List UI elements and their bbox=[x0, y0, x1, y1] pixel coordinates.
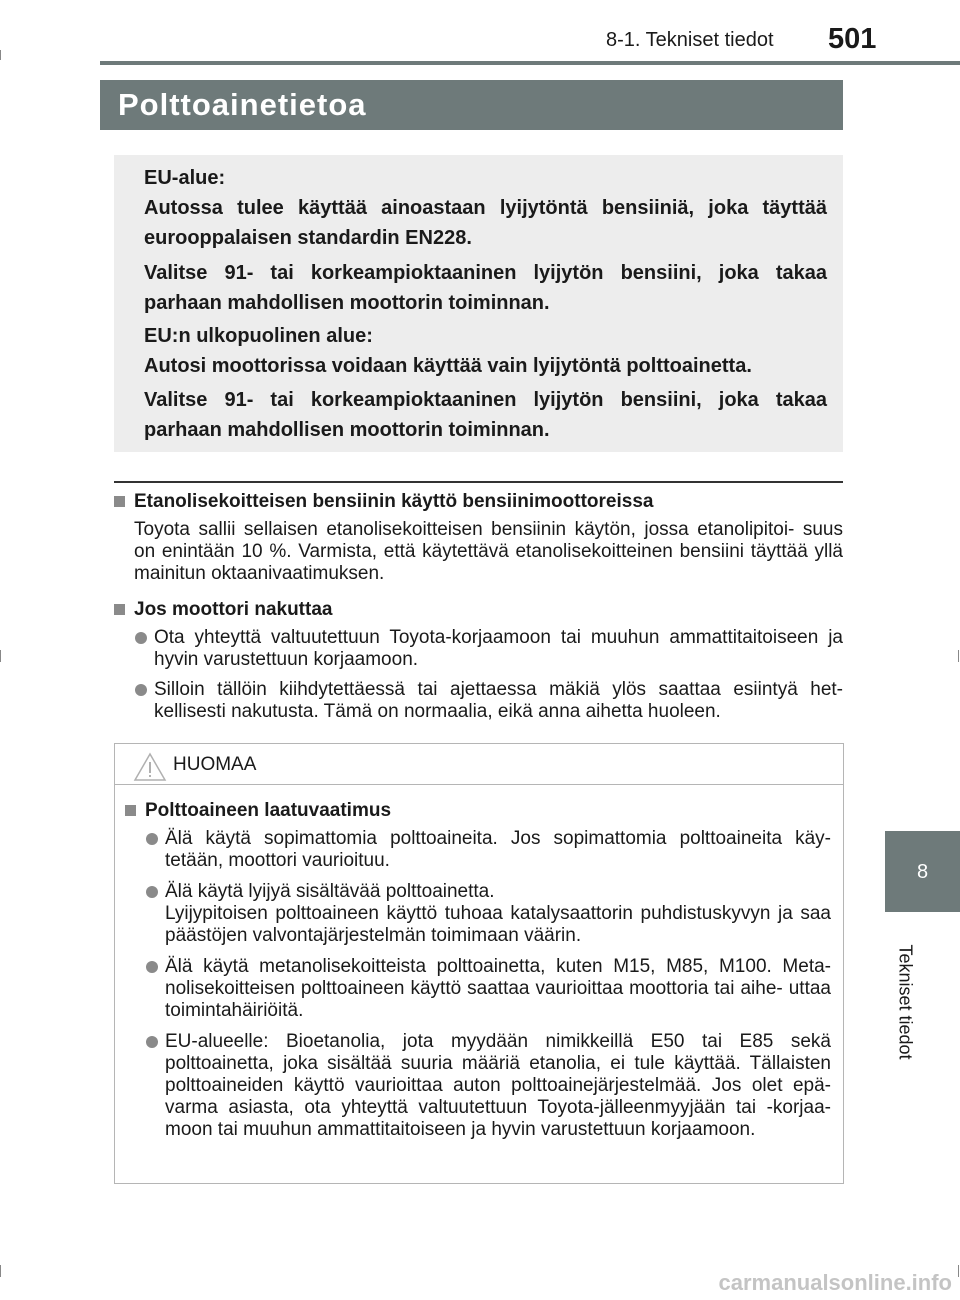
knocking-section bbox=[114, 599, 843, 723]
fuel-info-box bbox=[114, 155, 843, 452]
page-number: 501 bbox=[828, 23, 877, 55]
page-title: Polttoainetietoa bbox=[118, 87, 367, 122]
notice-box bbox=[114, 743, 844, 1184]
crop-mark bbox=[0, 1265, 1, 1277]
round-bullet-icon bbox=[146, 961, 158, 973]
bullet-list bbox=[134, 627, 843, 723]
round-bullet-icon bbox=[135, 684, 147, 696]
ethanol-section bbox=[114, 491, 843, 585]
non-eu-recommend: Valitse 91- tai korkeampioktaaninen lyijytön bensiini, joka takaa parhaan mahdollisen moottorin toiminnan. bbox=[144, 389, 827, 441]
list-item: Älä käytä lyijyä sisältävää polttoainetta. Lyijypitoisen polttoaineen käyttö tuhoaa katalysaattorin puhdistuskyvyn ja saa päästöjen valvontajärjestelmän toimimaan väärin. bbox=[145, 881, 831, 947]
notice-header bbox=[115, 744, 843, 785]
chapter-side-label bbox=[880, 922, 930, 1082]
round-bullet-icon bbox=[146, 1036, 158, 1048]
round-bullet-icon bbox=[135, 632, 147, 644]
list-item: Älä käytä metanolisekoitteista polttoainetta, kuten M15, M85, M100. Meta- nolisekoitteisen polttoaineen käyttö saattaa vaurioittaa moottoria tai aihe- uttaa toimintahäiriöitä. bbox=[145, 956, 831, 1022]
non-eu-recommend-block bbox=[144, 385, 827, 445]
list-item: EU-alueelle: Bioetanolia, jota myydään nimikkeillä E50 tai E85 sekä polttoainetta, joka sisältää suuria määriä etanolia, ei tule käyttää. Tällaisten polttoaineiden käyttö vaurioittaa auton polttoainejärjestelmää. Jos olet epä- varma asiasta, ota yhteyttä valtuutettuun Toyota-jälleenmyyjään tai -korjaa- moon tai muuhun ammattitaitoiseen ja hyvin varustettuun korjaamoon. bbox=[145, 1031, 831, 1141]
list-item: Ota yhteyttä valtuutettuun Toyota-korjaamoon tai muuhun ammattitaitoiseen ja hyvin varustettuun korjaamoon. bbox=[134, 627, 843, 671]
list-item: Silloin tällöin kiihdytettäessä tai ajettaessa mäkiä ylös saattaa esiintyä het- kellisesti nakutusta. Tämä on normaalia, eikä anna aihetta huoleen. bbox=[134, 679, 843, 723]
eu-text: Autossa tulee käyttää ainoastaan lyijytöntä bensiiniä, joka täyttää eurooppalaisen standardin EN228. bbox=[144, 197, 827, 249]
eu-recommend-block bbox=[144, 258, 827, 318]
chapter-number: 8 bbox=[916, 861, 929, 883]
eu-heading: EU-alue: bbox=[144, 167, 226, 189]
square-bullet-icon bbox=[125, 805, 136, 816]
round-bullet-icon bbox=[146, 833, 158, 845]
square-bullet-icon bbox=[114, 496, 125, 507]
page-header bbox=[0, 0, 960, 66]
warning-icon bbox=[133, 752, 167, 782]
crop-mark bbox=[0, 650, 1, 662]
crop-mark bbox=[958, 1265, 959, 1277]
section-heading: Jos moottori nakuttaa bbox=[114, 599, 843, 621]
notice-body bbox=[125, 800, 831, 1150]
non-eu-heading: EU:n ulkopuolinen alue: bbox=[144, 325, 373, 347]
section-title: 8-1. Tekniset tiedot bbox=[606, 29, 774, 51]
header-rule bbox=[100, 61, 960, 65]
non-eu-text: Autosi moottorissa voidaan käyttää vain lyijytöntä polttoainetta. bbox=[144, 355, 752, 377]
crop-mark bbox=[958, 650, 959, 662]
chapter-tab bbox=[885, 831, 960, 912]
round-bullet-icon bbox=[146, 886, 158, 898]
section-divider bbox=[114, 481, 843, 483]
notice-heading: Polttoaineen laatuvaatimus bbox=[125, 800, 831, 822]
eu-block bbox=[144, 163, 827, 253]
section-body: Toyota sallii sellaisen etanolisekoitteisen bensiinin käytön, jossa etanolipitoi- suus on enintään 10 %. Varmista, että käytettävä etanolisekoitteinen bensiini täyttää yllä mainitun oktaanivaatimuksen. bbox=[134, 519, 843, 584]
list-item: Älä käytä sopimattomia polttoaineita. Jos sopimattomia polttoaineita käy- tetään, moottori vaurioituu. bbox=[145, 828, 831, 872]
notice-title: HUOMAA bbox=[173, 754, 257, 775]
chapter-label: Tekniset tiedot bbox=[895, 944, 916, 1060]
title-bar bbox=[100, 80, 843, 130]
square-bullet-icon bbox=[114, 604, 125, 615]
section-heading: Etanolisekoitteisen bensiinin käyttö bensiinimoottoreissa bbox=[114, 491, 843, 513]
eu-recommend: Valitse 91- tai korkeampioktaaninen lyijytön bensiini, joka takaa parhaan mahdollisen moottorin toiminnan. bbox=[144, 262, 827, 314]
watermark: carmanualsonline.info bbox=[718, 1270, 952, 1295]
non-eu-block bbox=[144, 321, 827, 381]
